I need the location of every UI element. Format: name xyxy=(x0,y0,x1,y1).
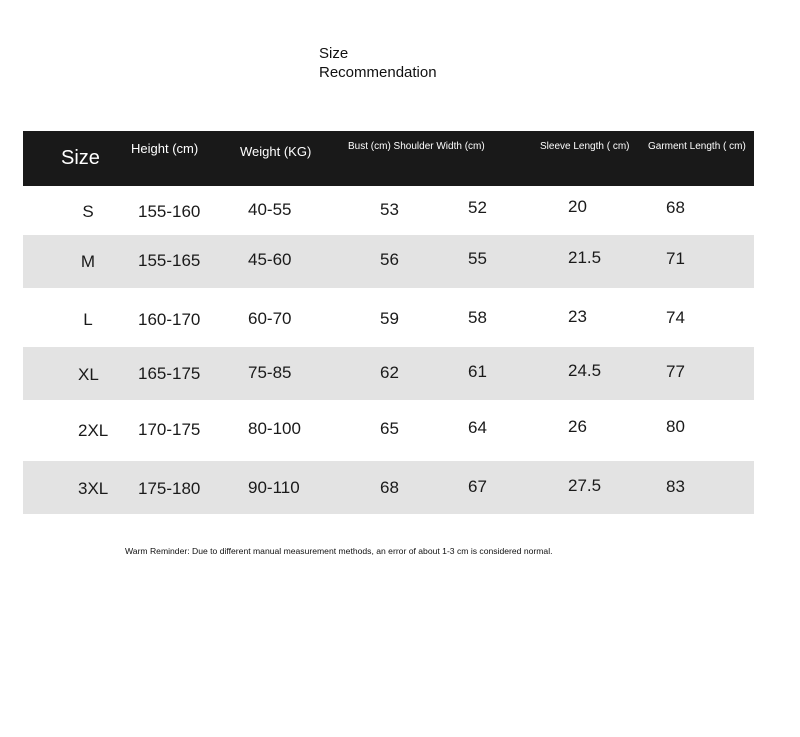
cell-weight: 75-85 xyxy=(248,363,292,382)
cell-sleeve: 24.5 xyxy=(568,361,602,380)
cell-garment: 83 xyxy=(666,477,685,496)
header-sleeve: Sleeve Length ( cm) xyxy=(540,141,630,152)
cell-shoulder: 64 xyxy=(468,418,487,437)
cell-size: 3XL xyxy=(78,479,109,498)
cell-shoulder: 52 xyxy=(468,198,487,217)
cell-size: S xyxy=(82,202,94,221)
cell-shoulder: 67 xyxy=(468,477,487,496)
cell-garment: 74 xyxy=(666,308,685,327)
table-row xyxy=(23,292,754,345)
cell-garment: 71 xyxy=(666,249,685,268)
cell-sleeve: 20 xyxy=(568,197,587,216)
table-row xyxy=(23,347,754,400)
table-row xyxy=(23,235,754,288)
cell-sleeve: 23 xyxy=(568,307,587,326)
cell-garment: 77 xyxy=(666,362,685,381)
cell-weight: 80-100 xyxy=(248,419,301,438)
cell-height: 160-170 xyxy=(138,310,201,329)
table-row xyxy=(23,186,754,239)
cell-weight: 45-60 xyxy=(248,250,292,269)
cell-bust: 56 xyxy=(380,250,399,269)
cell-shoulder: 58 xyxy=(468,308,487,327)
cell-height: 175-180 xyxy=(138,479,201,498)
cell-size: M xyxy=(80,252,96,271)
cell-garment: 80 xyxy=(666,417,685,436)
cell-size: L xyxy=(83,310,93,329)
cell-height: 155-165 xyxy=(138,251,201,270)
cell-bust: 68 xyxy=(380,478,399,497)
table-row xyxy=(23,461,754,514)
header-weight: Weight (KG) xyxy=(240,144,312,159)
cell-bust: 59 xyxy=(380,309,399,328)
cell-height: 165-175 xyxy=(138,364,201,383)
cell-size: 2XL xyxy=(78,421,109,440)
title-line-2: Recommendation xyxy=(319,64,437,81)
table-row xyxy=(23,402,754,455)
header-height: Height (cm) xyxy=(131,141,199,156)
header-size: Size xyxy=(61,147,100,169)
cell-weight: 60-70 xyxy=(248,309,292,328)
cell-sleeve: 26 xyxy=(568,417,587,436)
cell-garment: 68 xyxy=(666,198,685,217)
cell-bust: 62 xyxy=(380,363,399,382)
cell-height: 155-160 xyxy=(138,202,201,221)
cell-sleeve: 27.5 xyxy=(568,476,602,495)
table-header xyxy=(23,131,754,186)
cell-bust: 65 xyxy=(380,419,399,438)
header-bust-shoulder: Bust (cm) Shoulder Width (cm) xyxy=(348,141,485,152)
cell-shoulder: 55 xyxy=(468,249,487,268)
page-title xyxy=(319,44,437,82)
cell-size: XL xyxy=(78,365,99,384)
cell-weight: 90-110 xyxy=(248,478,300,497)
cell-bust: 53 xyxy=(380,200,399,219)
title-line-1: Size xyxy=(319,45,349,62)
cell-shoulder: 61 xyxy=(468,362,487,381)
cell-height: 170-175 xyxy=(138,420,201,439)
cell-weight: 40-55 xyxy=(248,200,292,219)
cell-sleeve: 21.5 xyxy=(568,248,602,267)
measurement-note: Warm Reminder: Due to different manual measurement methods, an error of about 1-3 cm is considered normal. xyxy=(125,546,553,556)
header-garment: Garment Length ( cm) xyxy=(648,141,746,152)
